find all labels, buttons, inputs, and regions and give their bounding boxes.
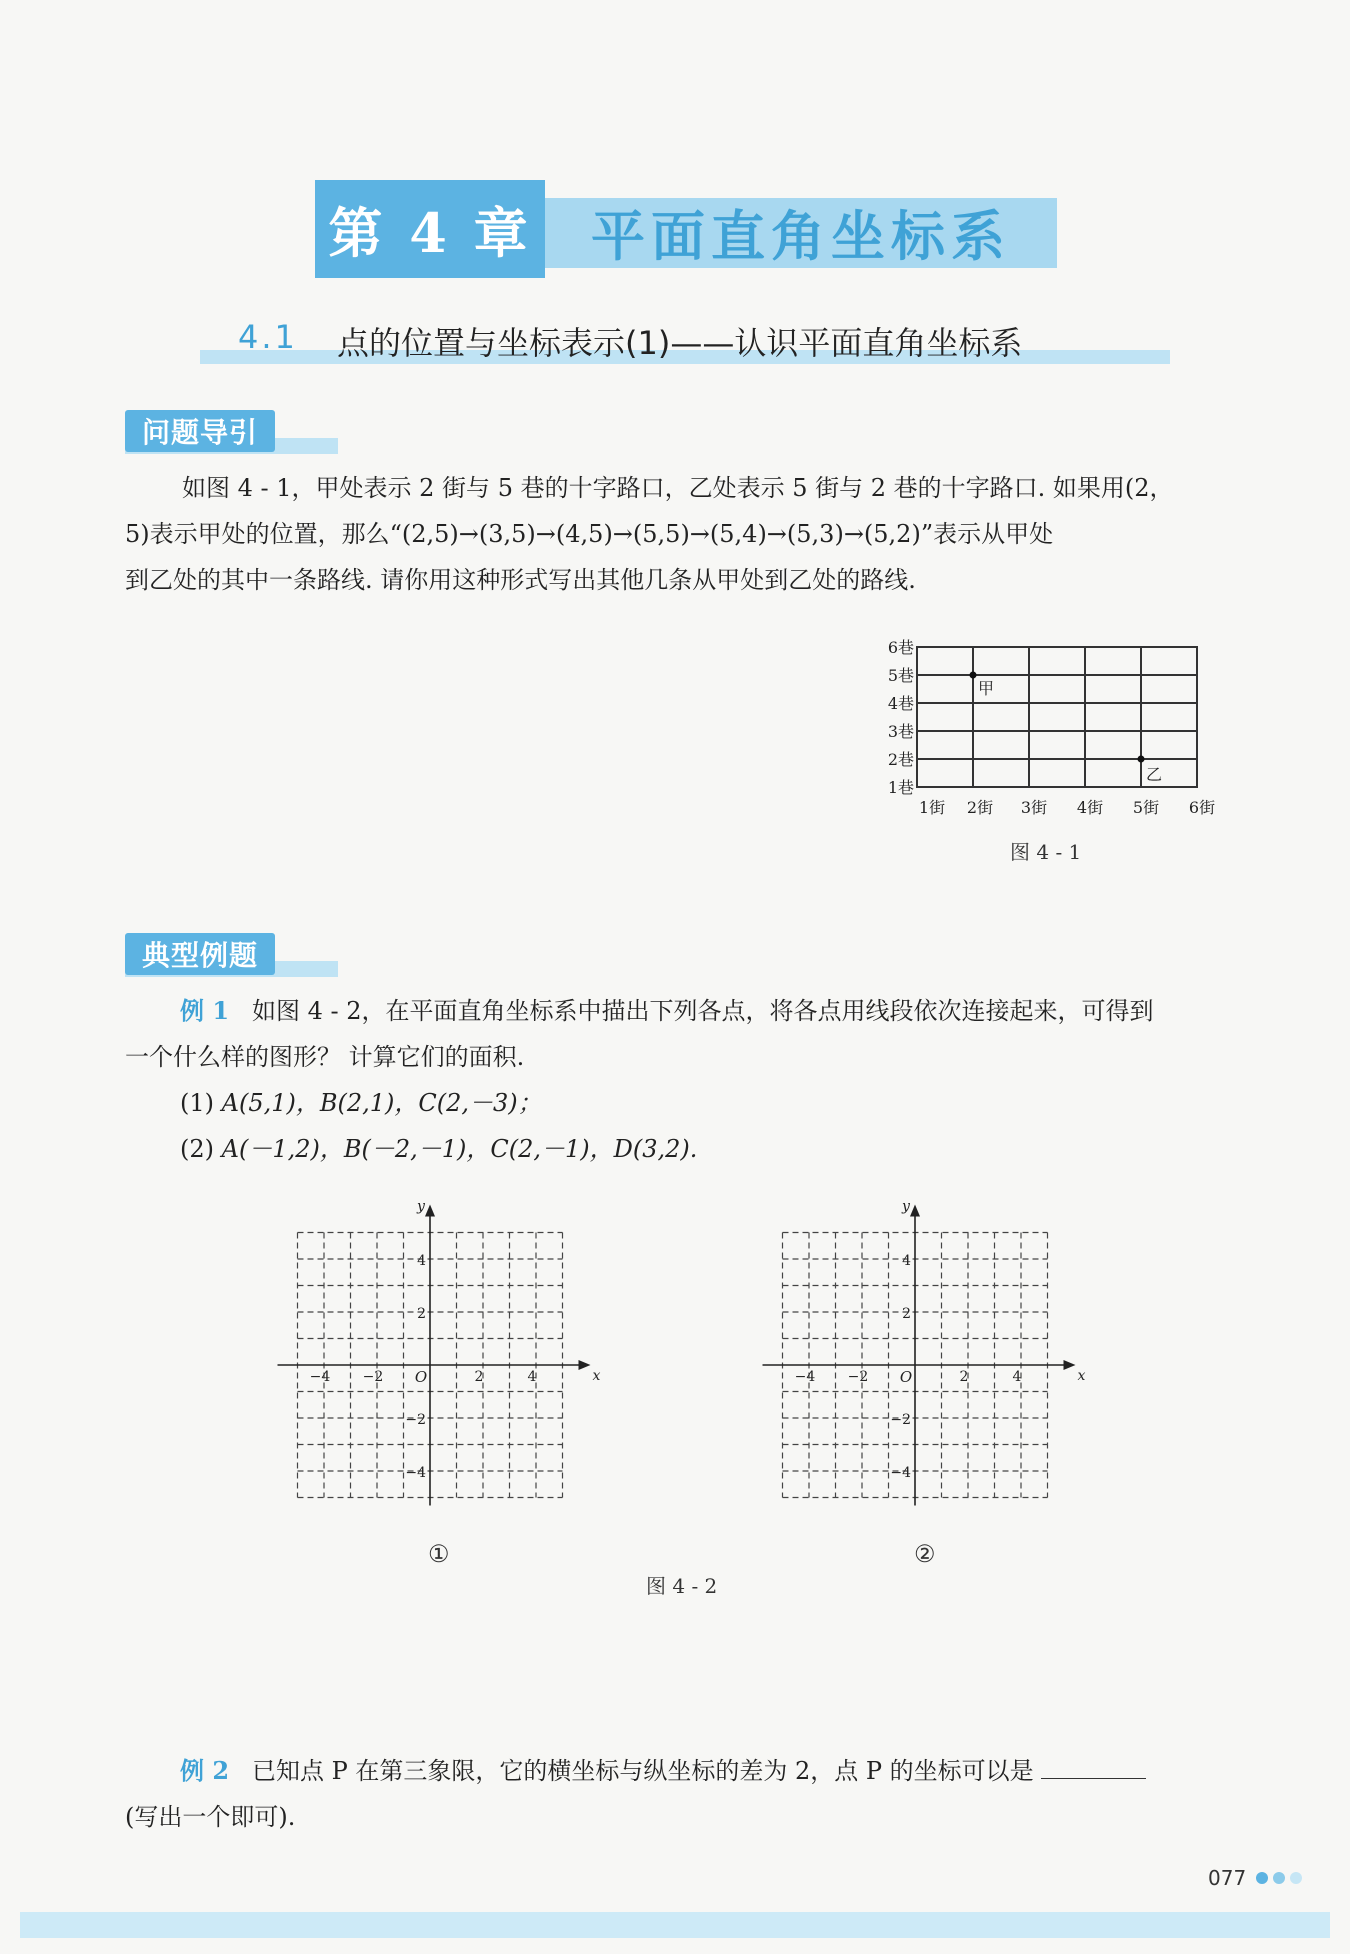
example-1-text-line2: 一个什么样的图形？ 计算它们的面积. [125,1043,525,1071]
x-tick-label: 4 [527,1369,537,1385]
examples-tag: 典型例题 [125,933,275,975]
example-1-item1-prefix: (1) [180,1089,214,1117]
example-1-item2: A(－1,2)，B(－2,－1)，C(2,－1)，D(3,2). [221,1135,698,1163]
street-label-1: 1街 [918,798,946,817]
footer-band [20,1912,1330,1938]
y-tick-label: −2 [890,1412,911,1428]
point-yi-label: 乙 [1146,765,1163,784]
y-tick-label: 2 [417,1306,426,1322]
y-tick-label: 4 [417,1253,426,1269]
x-tick-label: −2 [362,1369,384,1385]
x-tick-label: −2 [847,1369,869,1385]
x-tick-label: 2 [959,1369,969,1385]
example-1-item2-prefix: (2) [180,1135,214,1163]
street-label-5: 5街 [1132,798,1160,817]
page-dot-1 [1256,1872,1268,1884]
point-jia-label: 甲 [978,679,995,698]
example-2-text-line1: 已知点 P 在第三象限，它的横坐标与纵坐标的差为 2，点 P 的坐标可以是 [251,1757,1034,1785]
street-label-3: 3街 [1020,798,1048,817]
example-1-item1: A(5,1)，B(2,1)，C(2,－3)； [221,1089,542,1117]
lane-label-3: 3巷 [887,722,914,741]
example-1 [125,988,1255,1172]
x-axis-label: x [1077,1368,1086,1384]
figure-4-2-sub2: ② [914,1540,936,1568]
lane-label-4: 4巷 [887,694,914,713]
street-label-2: 2街 [966,798,994,817]
y-axis-label: y [902,1198,910,1215]
example-2-label: 例 2 [180,1756,230,1785]
intro-paragraph [125,465,1250,603]
x-tick-label: 2 [474,1369,484,1385]
y-tick-label: −4 [405,1465,426,1481]
page-dot-3 [1290,1872,1302,1884]
lane-label-6: 6巷 [887,638,914,657]
x-tick-label: −4 [794,1369,816,1385]
street-label-4: 4街 [1076,798,1104,817]
x-axis-label: x [592,1368,601,1384]
intro-line-3: 到乙处的其中一条路线. 请你用这种形式写出其他几条从甲处到乙处的路线. [125,566,916,594]
lane-label-2: 2巷 [887,750,914,769]
figure-4-1-street-grid [870,625,1230,825]
y-axis-arrow [910,1205,920,1217]
figure-4-2-sub1: ① [428,1540,450,1568]
x-tick-label: −4 [309,1369,331,1385]
page-number: 077 [1208,1866,1247,1890]
lane-label-5: 5巷 [887,666,914,685]
y-tick-label: 4 [902,1253,911,1269]
y-tick-label: −4 [890,1465,911,1481]
point-jia [970,672,977,679]
example-2 [125,1748,1255,1840]
street-label-6: 6街 [1188,798,1216,817]
y-axis-label: y [417,1198,425,1215]
section-number: 4.1 [238,318,298,356]
y-tick-label: −2 [405,1412,426,1428]
example-1-label: 例 1 [180,996,230,1025]
chapter-title: 平面直角坐标系 [591,203,1011,268]
figure-4-2-caption: 图 4 - 2 [646,1574,718,1598]
x-axis-arrow [1064,1360,1076,1370]
example-2-text-line2: (写出一个即可). [125,1803,296,1831]
page-dot-2 [1273,1872,1285,1884]
coordinate-grid-2 [755,1195,1095,1515]
coordinate-grid-1 [270,1195,610,1515]
figure-4-1-caption: 图 4 - 1 [1010,840,1082,864]
lane-label-1: 1巷 [887,778,914,797]
chapter-tag: 第 4 章 [315,180,545,278]
intro-tag: 问题导引 [125,410,275,452]
section-title: 点的位置与坐标表示(1)——认识平面直角坐标系 [337,324,1023,362]
origin-label: O [414,1368,428,1386]
example-1-text-line1: 如图 4 - 2，在平面直角坐标系中描出下列各点，将各点用线段依次连接起来，可得到 [251,997,1154,1025]
y-tick-label: 2 [902,1306,911,1322]
answer-blank[interactable] [1041,1754,1146,1779]
intro-line-2: 5)表示甲处的位置，那么“(2,5)→(3,5)→(4,5)→(5,5)→(5,4)→(5,3)→(5,2)”表示从甲处 [125,520,1054,548]
origin-label: O [899,1368,913,1386]
intro-line-1: 如图 4 - 1，甲处表示 2 街与 5 巷的十字路口，乙处表示 5 街与 2 巷的十字路口. 如果用(2， [182,474,1174,502]
x-tick-label: 4 [1012,1369,1022,1385]
x-axis-arrow [579,1360,591,1370]
y-axis-arrow [425,1205,435,1217]
point-yi [1138,756,1145,763]
